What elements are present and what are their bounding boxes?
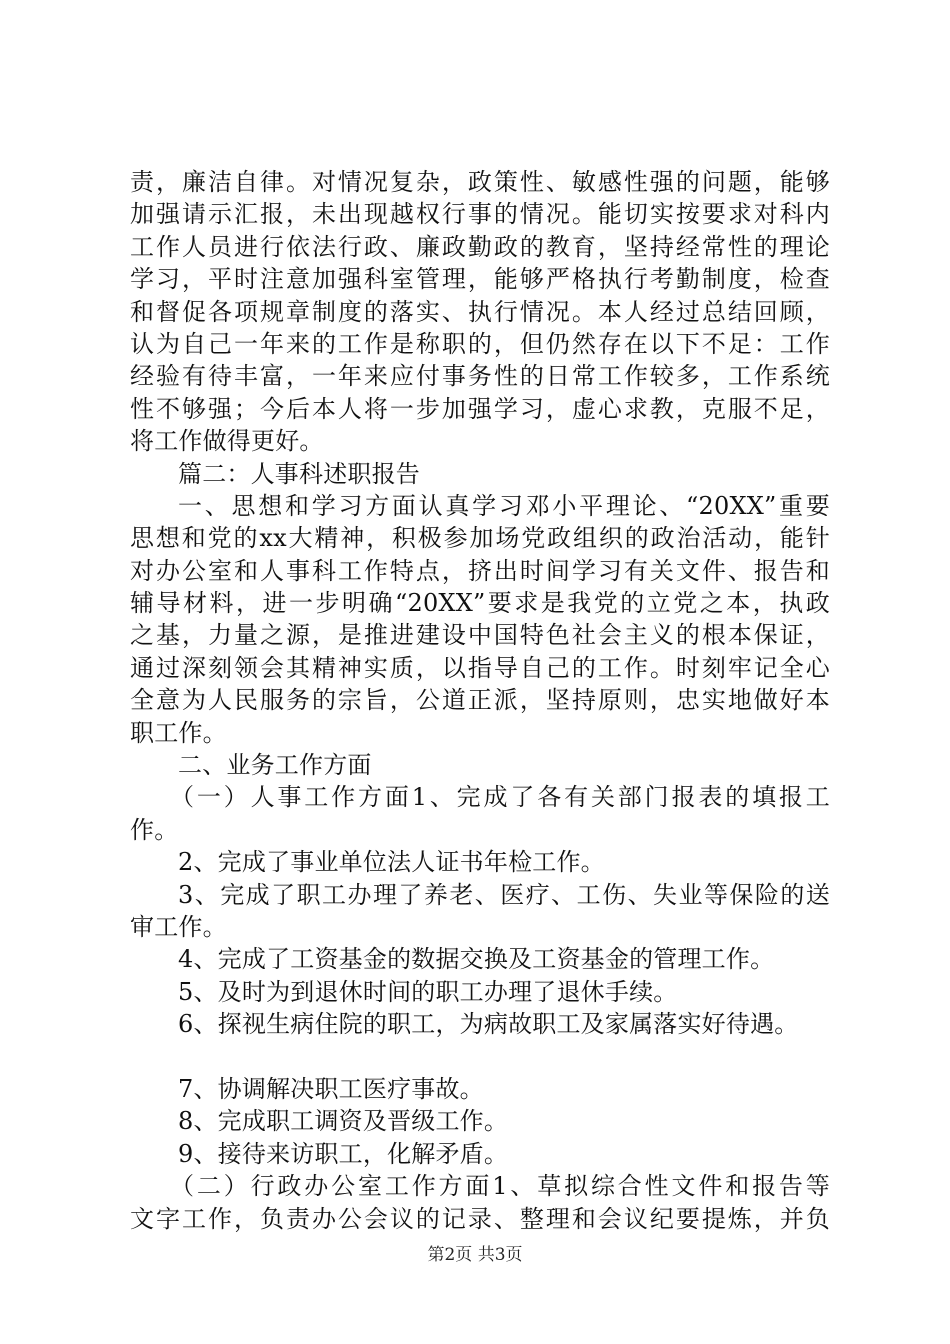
paragraph-line: 对办公室和人事科工作特点，挤出时间学习有关文件、报告和: [130, 556, 830, 585]
paragraph-line: 加强请示汇报，未出现越权行事的情况。能切实按要求对科内: [130, 200, 830, 229]
paragraph-line: 经验有待丰富，一年来应付事务性的日常工作较多，工作系统: [130, 362, 830, 391]
paragraph-line: 之基，力量之源，是推进建设中国特色社会主义的根本保证，: [130, 621, 830, 650]
paragraph-line: 一、思想和学习方面认真学习邓小平理论、“20XX”重要: [178, 491, 830, 520]
document-body: [130, 166, 830, 1235]
paragraph-line: 思想和党的xx大精神，积极参加场党政组织的政治活动，能针: [130, 524, 830, 553]
list-item: 7、协调解决职工医疗事故。: [178, 1074, 484, 1103]
list-item: 8、完成职工调资及晋级工作。: [178, 1107, 509, 1136]
paragraph-line: 职工作。: [130, 718, 227, 747]
list-item: 5、及时为到退休时间的职工办理了退休手续。: [178, 977, 678, 1006]
paragraph-line: 将工作做得更好。: [130, 427, 324, 456]
paragraph-line: （一）人事工作方面1、完成了各有关部门报表的填报工: [170, 783, 830, 812]
subsection-heading: 二、业务工作方面: [178, 751, 372, 780]
paragraph-line: 性不够强；今后本人将一步加强学习，虚心求教，克服不足，: [130, 394, 830, 423]
paragraph-line: 认为自己一年来的工作是称职的，但仍然存在以下不足：工作: [130, 329, 830, 358]
paragraph-line: 文字工作，负责办公会议的记录、整理和会议纪要提炼，并负: [130, 1204, 830, 1233]
list-item: 4、完成了工资基金的数据交换及工资基金的管理工作。: [178, 945, 775, 974]
paragraph-line: 和督促各项规章制度的落实、执行情况。本人经过总结回顾，: [130, 297, 830, 326]
list-item: 6、探视生病住院的职工，为病故职工及家属落实好待遇。: [178, 1010, 799, 1039]
page-number-footer: 第2页 共3页: [427, 1245, 523, 1265]
paragraph-line: 通过深刻领会其精神实质，以指导自己的工作。时刻牢记全心: [130, 653, 830, 682]
list-item: 2、完成了事业单位法人证书年检工作。: [178, 848, 605, 877]
paragraph-line: 作。: [130, 815, 179, 844]
section-heading: 篇二：人事科述职报告: [178, 459, 420, 488]
list-item: 3、完成了职工办理了养老、医疗、工伤、失业等保险的送: [178, 880, 830, 909]
paragraph-line: 责，廉洁自律。对情况复杂，政策性、敏感性强的问题，能够: [130, 168, 830, 196]
paragraph-line: （二）行政办公室工作方面1、草拟综合性文件和报告等: [170, 1172, 830, 1201]
list-item-continuation: 审工作。: [130, 912, 227, 941]
blank-line: [130, 1041, 830, 1073]
paragraph-line: 辅导材料，进一步明确“20XX”要求是我党的立党之本，执政: [130, 589, 830, 618]
paragraph-line: 学习，平时注意加强科室管理，能够严格执行考勤制度，检查: [130, 265, 830, 294]
paragraph-line: 全意为人民服务的宗旨，公道正派，坚持原则，忠实地做好本: [130, 686, 830, 715]
paragraph-line: 工作人员进行依法行政、廉政勤政的教育，坚持经常性的理论: [130, 232, 830, 261]
list-item: 9、接待来访职工，化解矛盾。: [178, 1139, 509, 1168]
